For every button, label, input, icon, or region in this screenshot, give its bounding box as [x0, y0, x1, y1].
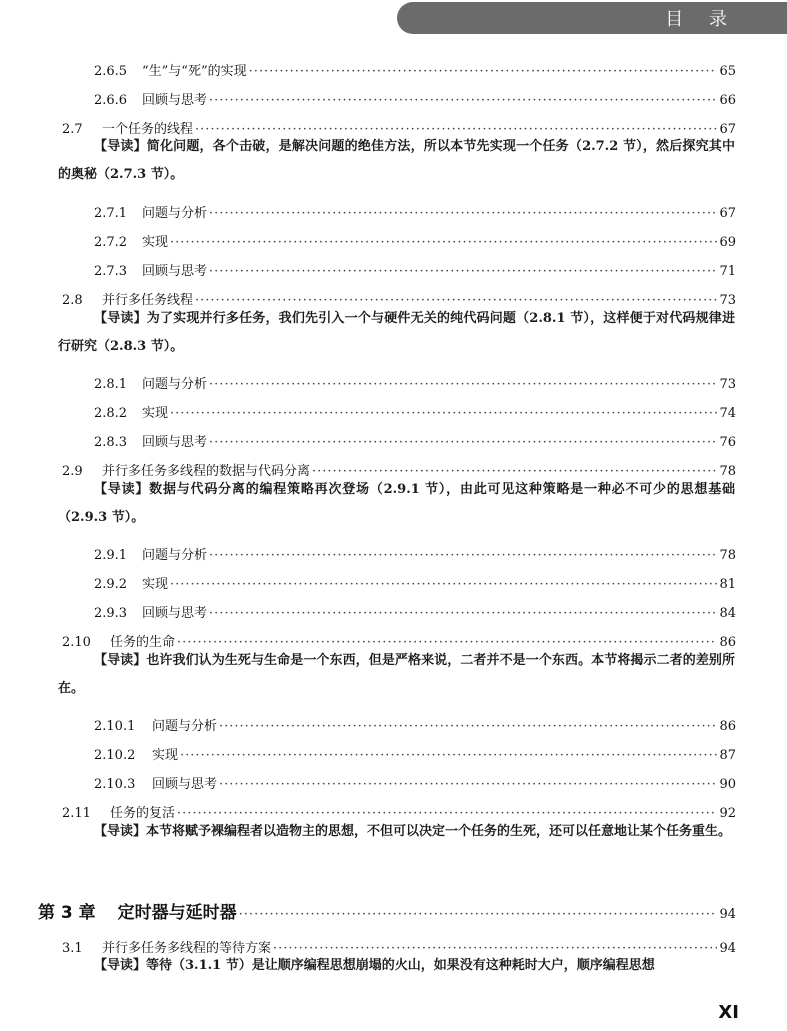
entry-page: 86 — [719, 719, 736, 734]
entry-title: 回顾与思考 — [142, 606, 208, 621]
entry-page: 65 — [719, 64, 736, 79]
leader-dots — [209, 93, 717, 108]
entry-title: 问题与分析 — [142, 206, 208, 221]
toc-entry-2-6-6[interactable] — [94, 89, 736, 111]
entry-page: 67 — [719, 206, 736, 221]
entry-page: 73 — [719, 293, 736, 308]
entry-number: 2.10 — [62, 635, 91, 650]
toc-entry-2-10-2[interactable] — [94, 744, 736, 766]
entry-page: 87 — [719, 748, 736, 763]
entry-title: 问题与分析 — [142, 548, 208, 563]
entry-title: 并行多任务多线程的数据与代码分离 — [102, 464, 311, 479]
guide-2-8: 【导读】为了实现并行多任务，我们先引入一个与硬件无关的纯代码问题（2.8.1 节），这样便于对代码规律进行研究（2.8.3 节）。 — [58, 311, 735, 354]
toc-entry-2-6-5[interactable] — [94, 60, 736, 82]
toc-entry-2-9-1[interactable] — [94, 544, 736, 566]
chapter-3-heading[interactable] — [38, 898, 736, 928]
toc-entry-2-8-2[interactable] — [94, 402, 736, 424]
entry-title: 任务的复活 — [110, 806, 176, 821]
leader-dots — [170, 235, 717, 250]
entry-title: 一个任务的线程 — [102, 122, 194, 137]
toc-entry-2-7-3[interactable] — [94, 260, 736, 282]
entry-page: 74 — [719, 406, 736, 421]
leader-dots — [209, 206, 717, 221]
chapter-page: 94 — [719, 907, 736, 922]
entry-number: 2.9.1 — [94, 548, 128, 563]
entry-title: 并行多任务线程 — [102, 293, 194, 308]
toc-entry-2-10-1[interactable] — [94, 715, 736, 737]
entry-number: 2.6.5 — [94, 64, 128, 79]
leader-dots — [180, 748, 717, 763]
leader-dots — [209, 435, 717, 450]
guide-2-10: 【导读】也许我们认为生死与生命是一个东西，但是严格来说，二者并不是一个东西。本节将揭示二者的差别所在。 — [58, 653, 735, 696]
toc-entry-2-10-3[interactable] — [94, 773, 736, 795]
entry-title: “生”与“死”的实现 — [142, 64, 247, 79]
entry-page: 81 — [719, 577, 736, 592]
entry-title: 回顾与思考 — [142, 264, 208, 279]
entry-title: 回顾与思考 — [152, 777, 218, 792]
toc-entry-2-9-3[interactable] — [94, 602, 736, 624]
entry-page: 71 — [719, 264, 736, 279]
entry-number: 2.10.2 — [94, 748, 136, 763]
entry-number: 3.1 — [62, 941, 83, 956]
entry-number: 2.6.6 — [94, 93, 128, 108]
entry-title: 任务的生命 — [110, 635, 176, 650]
entry-number: 2.8.2 — [94, 406, 128, 421]
entry-number: 2.9.2 — [94, 577, 128, 592]
leader-dots — [249, 64, 718, 79]
header-banner — [397, 2, 787, 34]
entry-number: 2.11 — [62, 806, 91, 821]
chapter-number: 第 3 章 — [38, 903, 96, 923]
page-folio: XI — [718, 1002, 739, 1023]
entry-number: 2.8.3 — [94, 435, 128, 450]
guide-3-1: 【导读】等待（3.1.1 节）是让顺序编程思想崩塌的火山，如果没有这种耗时大户，顺序编程思想 — [94, 958, 655, 973]
entry-number: 2.10.1 — [94, 719, 136, 734]
entry-title: 回顾与思考 — [142, 93, 208, 108]
entry-title: 实现 — [142, 577, 169, 592]
entry-page: 92 — [719, 806, 736, 821]
entry-page: 84 — [719, 606, 736, 621]
entry-title: 问题与分析 — [142, 377, 208, 392]
leader-dots — [170, 406, 717, 421]
leader-dots — [209, 606, 717, 621]
entry-page: 73 — [719, 377, 736, 392]
entry-number: 2.8 — [62, 293, 83, 308]
entry-title: 实现 — [152, 748, 179, 763]
entry-page: 78 — [719, 548, 736, 563]
guide-2-7: 【导读】简化问题，各个击破，是解决问题的绝佳方法，所以本节先实现一个任务（2.7.2 节），然后探究其中的奥秘（2.7.3 节）。 — [58, 139, 735, 182]
entry-number: 2.9.3 — [94, 606, 128, 621]
entry-page: 67 — [719, 122, 736, 137]
entry-number: 2.7.3 — [94, 264, 128, 279]
guide-2-11: 【导读】本节将赋予裸编程者以造物主的思想，不但可以决定一个任务的生死，还可以任意地让某个任务重生。 — [94, 824, 732, 839]
toc-entry-2-8-3[interactable] — [94, 431, 736, 453]
entry-title: 回顾与思考 — [142, 435, 208, 450]
page-header-title: 目 录 — [665, 9, 737, 30]
toc-entry-2-8-1[interactable] — [94, 373, 736, 395]
leader-dots — [219, 777, 717, 792]
entry-page: 69 — [719, 235, 736, 250]
entry-number: 2.9 — [62, 464, 83, 479]
entry-title: 问题与分析 — [152, 719, 218, 734]
leader-dots — [219, 719, 717, 734]
chapter-title: 定时器与延时器 — [117, 903, 237, 923]
entry-page: 86 — [719, 635, 736, 650]
toc-entry-2-9-2[interactable] — [94, 573, 736, 595]
entry-number: 2.7 — [62, 122, 83, 137]
leader-dots — [209, 377, 717, 392]
entry-number: 2.8.1 — [94, 377, 128, 392]
guide-2-9: 【导读】数据与代码分离的编程策略再次登场（2.9.1 节），由此可见这种策略是一种必不可少的思想基础（2.9.3 节）。 — [58, 482, 735, 525]
entry-page: 90 — [719, 777, 736, 792]
entry-number: 2.7.1 — [94, 206, 128, 221]
entry-number: 2.10.3 — [94, 777, 136, 792]
entry-page: 78 — [719, 464, 736, 479]
leader-dots — [239, 907, 718, 922]
entry-page: 94 — [719, 941, 736, 956]
toc-entry-2-7-1[interactable] — [94, 202, 736, 224]
leader-dots — [209, 264, 717, 279]
entry-page: 76 — [719, 435, 736, 450]
leader-dots — [170, 577, 717, 592]
entry-title: 实现 — [142, 235, 169, 250]
toc-entry-2-7-2[interactable] — [94, 231, 736, 253]
entry-title: 并行多任务多线程的等待方案 — [102, 941, 272, 956]
entry-page: 66 — [719, 93, 736, 108]
entry-number: 2.7.2 — [94, 235, 128, 250]
entry-title: 实现 — [142, 406, 169, 421]
leader-dots — [209, 548, 717, 563]
